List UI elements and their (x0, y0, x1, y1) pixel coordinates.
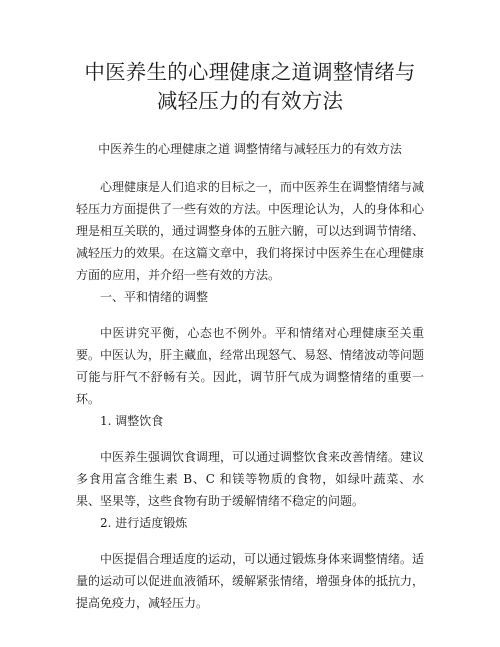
intro-paragraph: 心理健康是人们追求的目标之一，而中医养生在调整情绪与减轻压力方面提供了一些有效的方法。中医理论认为，人的身体和心理是相互关联的，通过调整身体的五脏六腑，可以达到调节情绪、减轻压力的效果。在这篇文章中，我们将探讨中医养生在心理健康方面的应用，并介绍一些有效的方法。 (76, 180, 425, 282)
document-subtitle: 中医养生的心理健康之道 调整情绪与减轻压力的有效方法 (98, 142, 402, 156)
item-heading-exercise: 2. 进行适度锻炼 (100, 516, 188, 530)
item-heading-diet: 1. 调整饮食 (100, 414, 164, 428)
section-heading-emotion: 一、平和情绪的调整 (100, 290, 209, 304)
document-title: 中医养生的心理健康之道调整情绪与减轻压力的有效方法 (84, 60, 416, 113)
item-paragraph-exercise: 中医提倡合理适度的运动，可以通过锻炼身体来调整情绪。适量的运动可以促进血液循环，缓解紧张情绪，增强身体的抵抗力，提高免疫力，减轻压力。 (76, 552, 425, 610)
section-paragraph-emotion: 中医讲究平衡，心态也不例外。平和情绪对心理健康至关重要。中医认为，肝主藏血，经常出现怒气、易怒、情绪波动等问题可能与肝气不舒畅有关。因此，调节肝气成为调整情绪的重要一环。 (76, 326, 425, 406)
item-paragraph-diet: 中医养生强调饮食调理，可以通过调整饮食来改善情绪。建议多食用富含维生素 B、C 和镁等物质的食物，如绿叶蔬菜、水果、坚果等，这些食物有助于缓解情绪不稳定的问题。 (76, 450, 425, 508)
